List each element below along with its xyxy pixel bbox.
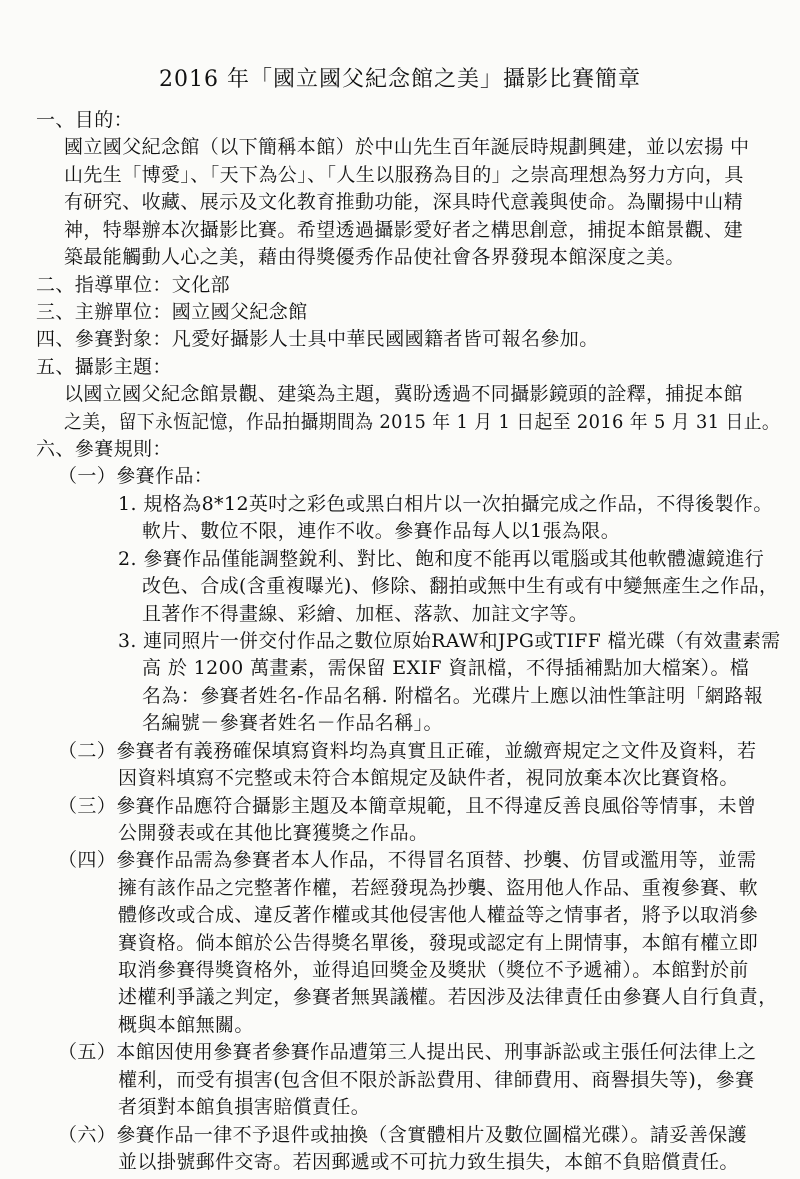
body-line: 神，特舉辦本次攝影比賽。希望透過攝影愛好者之構思創意，捕捉本館景觀、建: [64, 218, 744, 241]
subsection-continuation: 概與本館無關。: [118, 1013, 254, 1036]
subsection-item: （二）參賽者有義務確保填寫資料均為真實且正確，並繳齊規定之文件及資料，若: [58, 739, 757, 762]
subsection-item: （六）參賽作品一律不予退件或抽換（含實體相片及數位圖檔光碟）。請妥善保護: [58, 1123, 747, 1146]
subsection-continuation: 權利，而受有損害(包含但不限於訴訟費用、律師費用、商譽損失等)，參賽: [118, 1068, 755, 1091]
body-line: 之美，留下永恆記憶，作品拍攝期間為 2015 年 1 月 1 日起至 2016 年 5 月 31 日止。: [64, 410, 781, 433]
section-heading-theme: 五、攝影主題：: [36, 355, 172, 378]
section-heading-organizer: 三、主辦單位：國立國父紀念館: [36, 300, 308, 323]
list-item-continuation: 名編號－參賽者姓名－作品名稱」。: [142, 712, 443, 735]
subsection-continuation: 並以掛號郵件交寄。若因郵遞或不可抗力致生損失，本館不負賠償責任。: [118, 1151, 739, 1173]
list-item-continuation: 且著作不得畫線、彩繪、加框、落款、加註文字等。: [142, 602, 589, 625]
list-item-continuation: 改色、合成(含重複曝光)、修除、翻拍或無中生有或有中變無產生之作品，: [142, 575, 779, 598]
section-heading-advisor: 二、指導單位：文化部: [36, 273, 231, 296]
subsection-continuation: 述權利爭議之判定，參賽者無異議權。若因涉及法律責任由參賽人自行負責，: [118, 986, 778, 1009]
subsection-continuation: 擁有該作品之完整著作權，若經發現為抄襲、盜用他人作品、重複參賽、軟: [118, 876, 759, 899]
body-line: 築最能觸動人心之美，藉由得獎優秀作品使社會各界發現本館深度之美。: [64, 246, 685, 269]
subsection-continuation: 體修改或合成、違反著作權或其他侵害他人權益等之情事者，將予以取消參: [118, 904, 759, 927]
subsection-continuation: 因資料填寫不完整或未符合本館規定及缺件者，視同放棄本次比賽資格。: [118, 767, 739, 790]
subsection-continuation: 取消參賽得獎資格外，並得追回獎金及獎狀（獎位不予遞補）。本館對於前: [118, 959, 749, 982]
list-item: 1. 規格為8*12英吋之彩色或黑白相片以一次拍攝完成之作品，不得後製作。: [118, 492, 773, 515]
list-item: 2. 參賽作品僅能調整銳利、對比、飽和度不能再以電腦或其他軟體濾鏡進行: [118, 547, 765, 570]
subsection-item: （五）本館因使用參賽者參賽作品遭第三人提出民、刑事訴訟或主張任何法律上之: [58, 1041, 757, 1064]
body-line: 山先生「博愛」、「天下為公」、「人生以服務為目的」之崇高理想為努力方向，具: [64, 163, 744, 186]
subsection-item: （四）參賽作品需為參賽者本人作品，不得冒名頂替、抄襲、仿冒或濫用等，並需: [58, 849, 757, 872]
subsection-item: （三）參賽作品應符合攝影主題及本簡章規範，且不得違反善良風俗等情事，未曾: [58, 794, 757, 817]
subsection-continuation: 賽資格。倘本館於公告得獎名單後，發現或認定有上開情事，本館有權立即: [118, 931, 759, 954]
body-line: 國立國父紀念館（以下簡稱本館）於中山先生百年誕辰時規劃興建，並以宏揚 中: [64, 136, 750, 159]
body-line: 以國立國父紀念館景觀、建築為主題，冀盼透過不同攝影鏡頭的詮釋，捕捉本館: [64, 383, 744, 406]
list-item: 3. 連同照片一併交付作品之數位原始RAW和JPG或TIFF 檔光碟（有效畫素需: [118, 630, 781, 652]
subsection-continuation: 公開發表或在其他比賽獲獎之作品。: [118, 821, 429, 844]
list-item-continuation: 高 於 1200 萬畫素，需保留 EXIF 資訊檔，不得插補點加大檔案）。檔: [142, 657, 750, 680]
section-heading-rules: 六、參賽規則：: [36, 438, 172, 461]
section-heading-eligibility: 四、參賽對象：凡愛好攝影人士具中華民國國籍者皆可報名參加。: [36, 328, 599, 351]
document-title: 2016 年「國立國父紀念館之美」攝影比賽簡章: [159, 67, 641, 92]
list-item-continuation: 軟片、數位不限，連作不收。參賽作品每人以1張為限。: [142, 520, 621, 543]
subsection-heading: （一）參賽作品：: [58, 465, 214, 488]
body-line: 有研究、收藏、展示及文化教育推動功能，深具時代意義與使命。為闡揚中山精: [64, 191, 744, 214]
subsection-continuation: 者須對本館負損害賠償責任。: [118, 1096, 371, 1119]
list-item-continuation: 名為：參賽者姓名-作品名稱. 附檔名。光碟片上應以油性筆註明「網路報: [142, 684, 764, 707]
section-heading-purpose: 一、目的：: [36, 109, 134, 131]
